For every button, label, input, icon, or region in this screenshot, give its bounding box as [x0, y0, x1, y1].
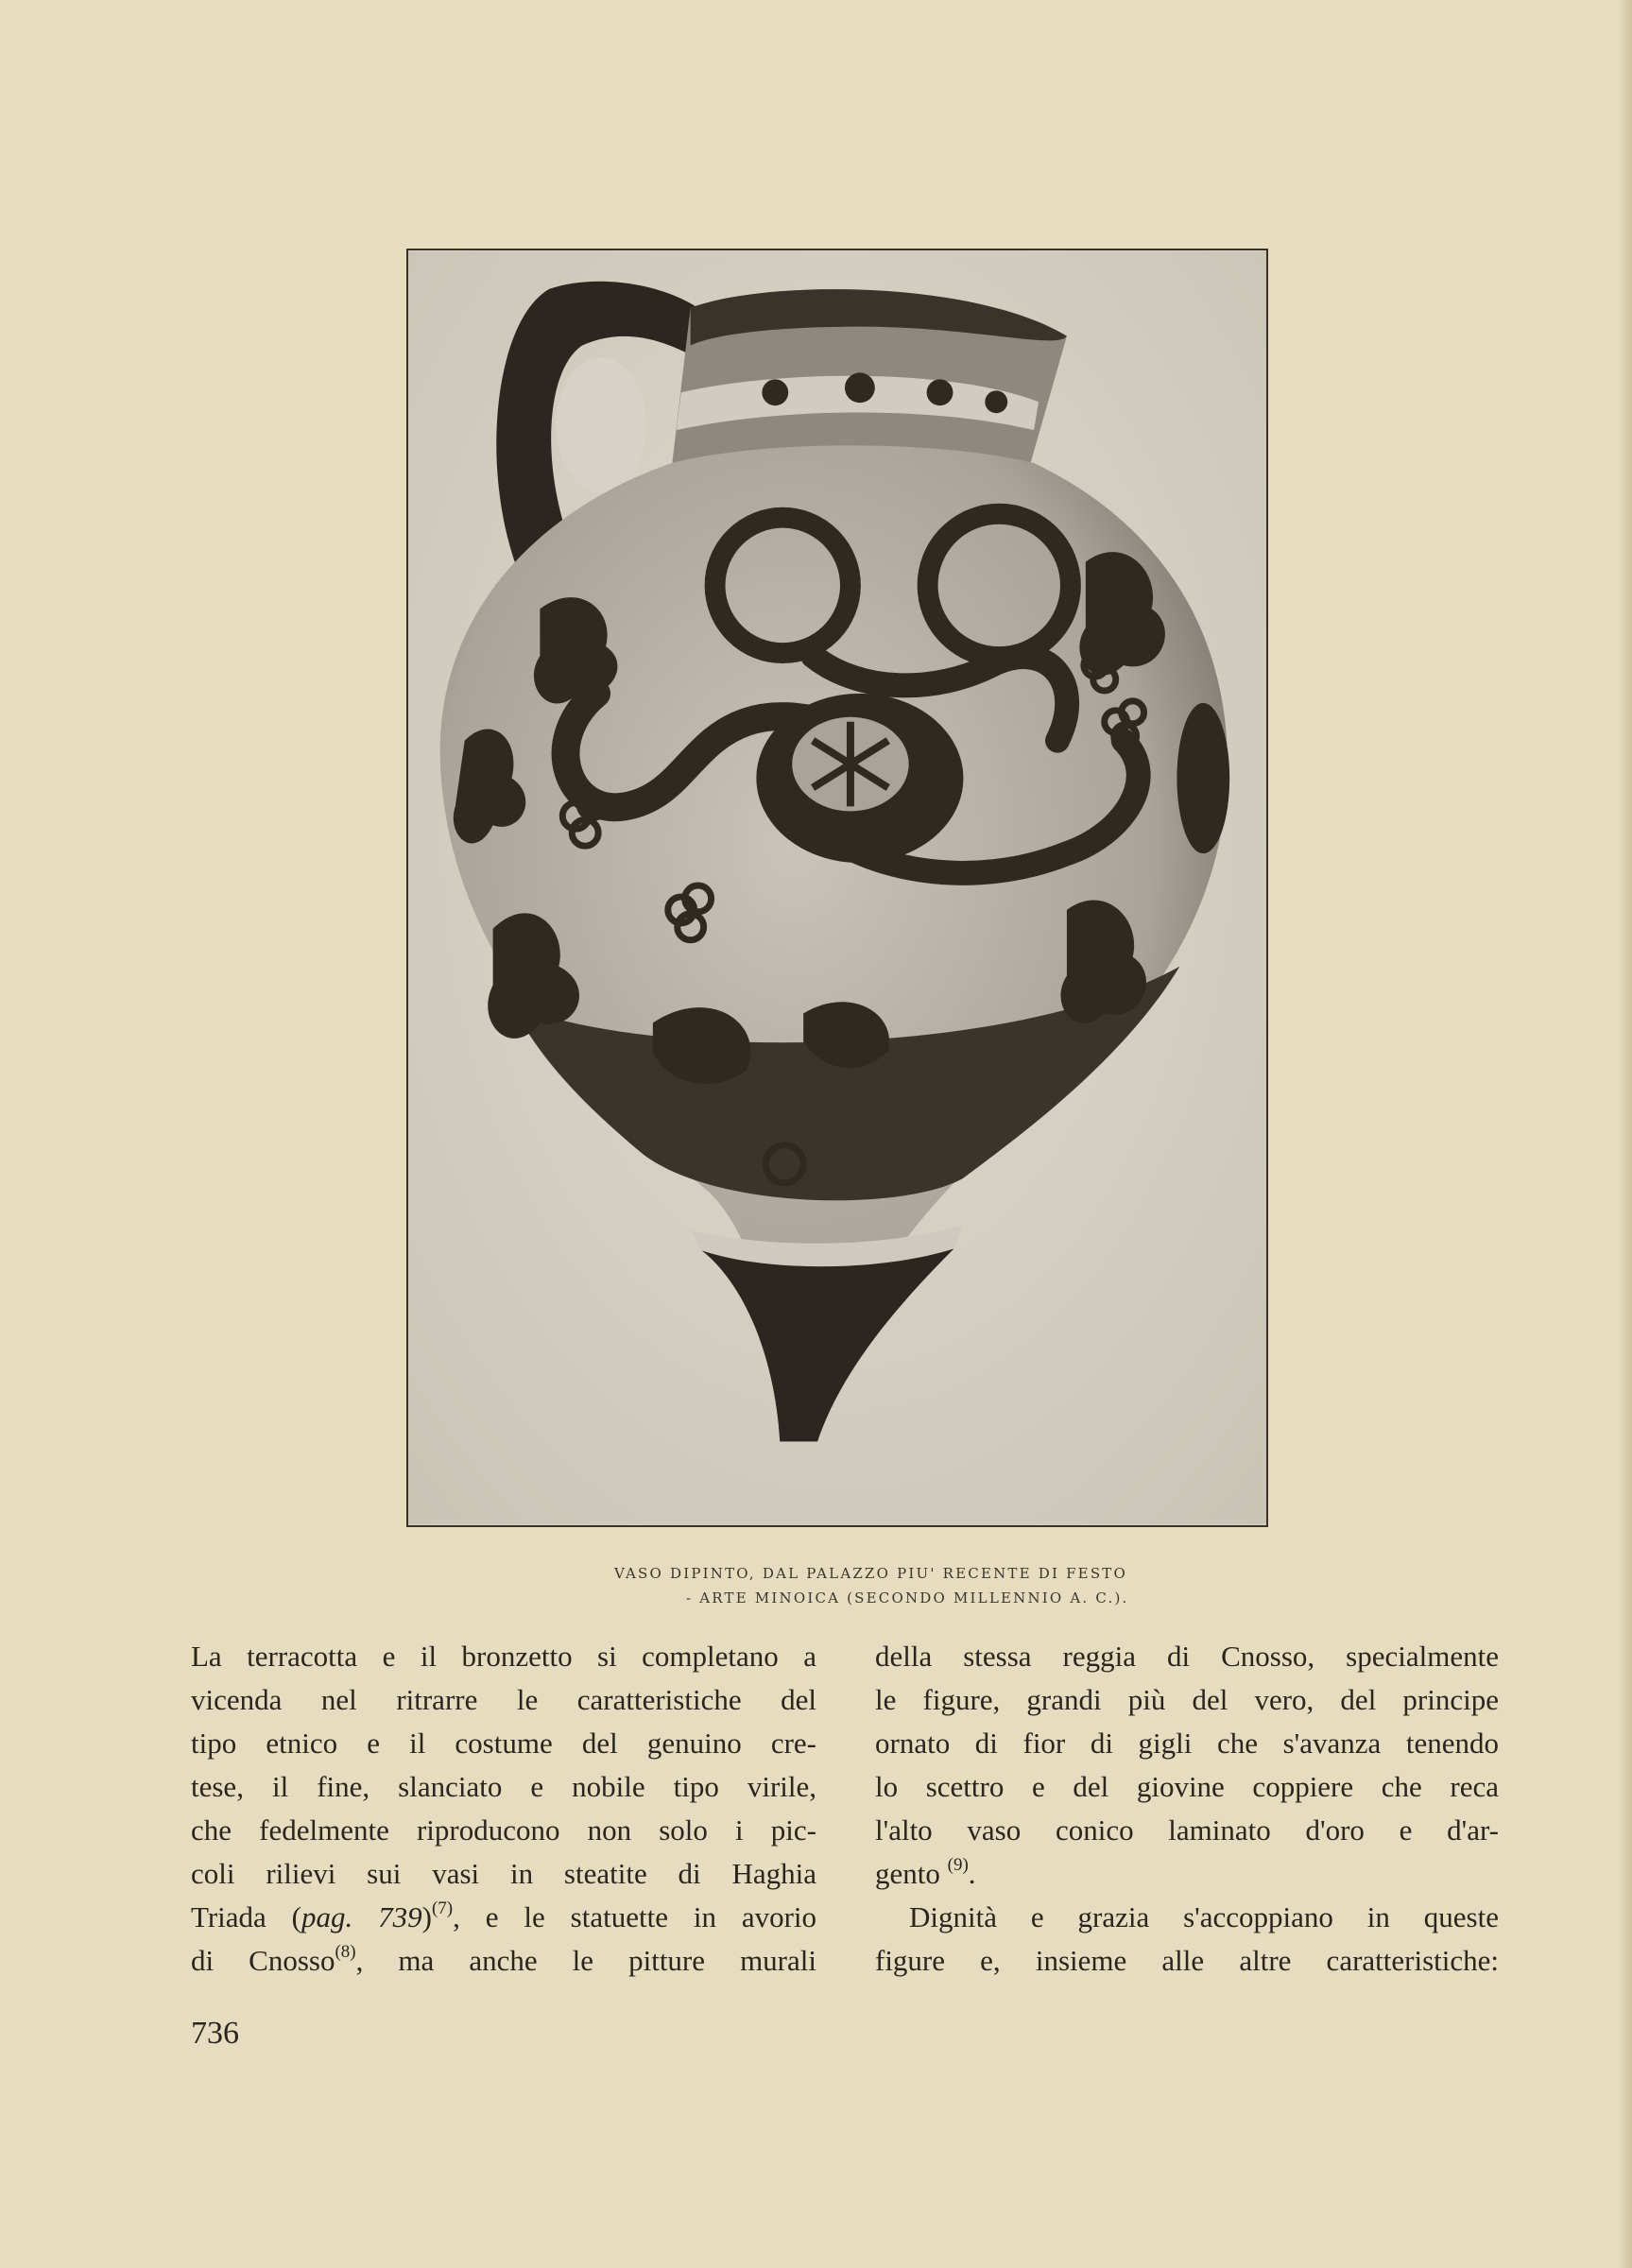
caption-line-2: - ARTE MINOICA (SECONDO MILLENNIO A. C.).: [686, 1589, 1129, 1606]
page-reference: pag. 739: [301, 1900, 422, 1933]
paragraph-line: tese, il fine, slanciato e nobile tipo virile,: [191, 1770, 816, 1803]
paragraph-line: figure e, insieme alle altre caratteristiche:: [875, 1944, 1499, 1977]
line-text: ): [421, 1900, 432, 1933]
caption-line-1: VASO DIPINTO, DAL PALAZZO PIU' RECENTE DI FESTO: [614, 1565, 1128, 1582]
line-text: di Cnosso: [191, 1944, 335, 1977]
paragraph-line: della stessa reggia di Cnosso, specialmente: [875, 1640, 1499, 1673]
page-edge: [1619, 0, 1632, 2268]
text-column-right: [875, 1635, 1499, 1983]
paragraph-line: tipo etnico e il costume del genuino cre-: [191, 1727, 816, 1760]
paragraph-line: [191, 1939, 816, 1983]
paragraph-line: [875, 1852, 1499, 1896]
paragraph-line: [191, 1896, 816, 1939]
vase-illustration: [408, 250, 1266, 1525]
paragraph-line: l'alto vaso conico laminato d'oro e d'ar-: [875, 1813, 1499, 1847]
paragraph-line: ornato di fior di gigli che s'avanza tenendo: [875, 1727, 1499, 1760]
footnote-marker: (9): [947, 1855, 969, 1875]
figure-caption: [614, 1561, 1295, 1610]
paragraph-line: Dignità e grazia s'accoppiano in queste: [909, 1900, 1499, 1933]
paragraph-line: coli rilievi sui vasi in steatite di Haghia: [191, 1857, 816, 1890]
paragraph-line: che fedelmente riproducono non solo i pic-: [191, 1813, 816, 1847]
paragraph-line: vicenda nel ritrarre le caratteristiche del: [191, 1683, 816, 1716]
footnote-marker: (8): [335, 1942, 356, 1962]
page-number: 736: [191, 2016, 239, 2051]
line-text: , e le statuette in avorio: [453, 1900, 817, 1933]
paragraph-line: lo scettro e del giovine coppiere che reca: [875, 1770, 1499, 1803]
text-column-left: [191, 1635, 816, 1983]
line-text: , ma anche le pitture murali: [355, 1944, 816, 1977]
paragraph-line: La terracotta e il bronzetto si completano a: [191, 1640, 816, 1673]
footnote-marker: (7): [431, 1899, 454, 1918]
line-text: gento: [875, 1857, 940, 1890]
line-text: Triada (: [191, 1900, 302, 1933]
vase-photograph: [406, 249, 1268, 1527]
paragraph-line: le figure, grandi più del vero, del principe: [875, 1683, 1499, 1716]
line-text: .: [968, 1857, 976, 1890]
